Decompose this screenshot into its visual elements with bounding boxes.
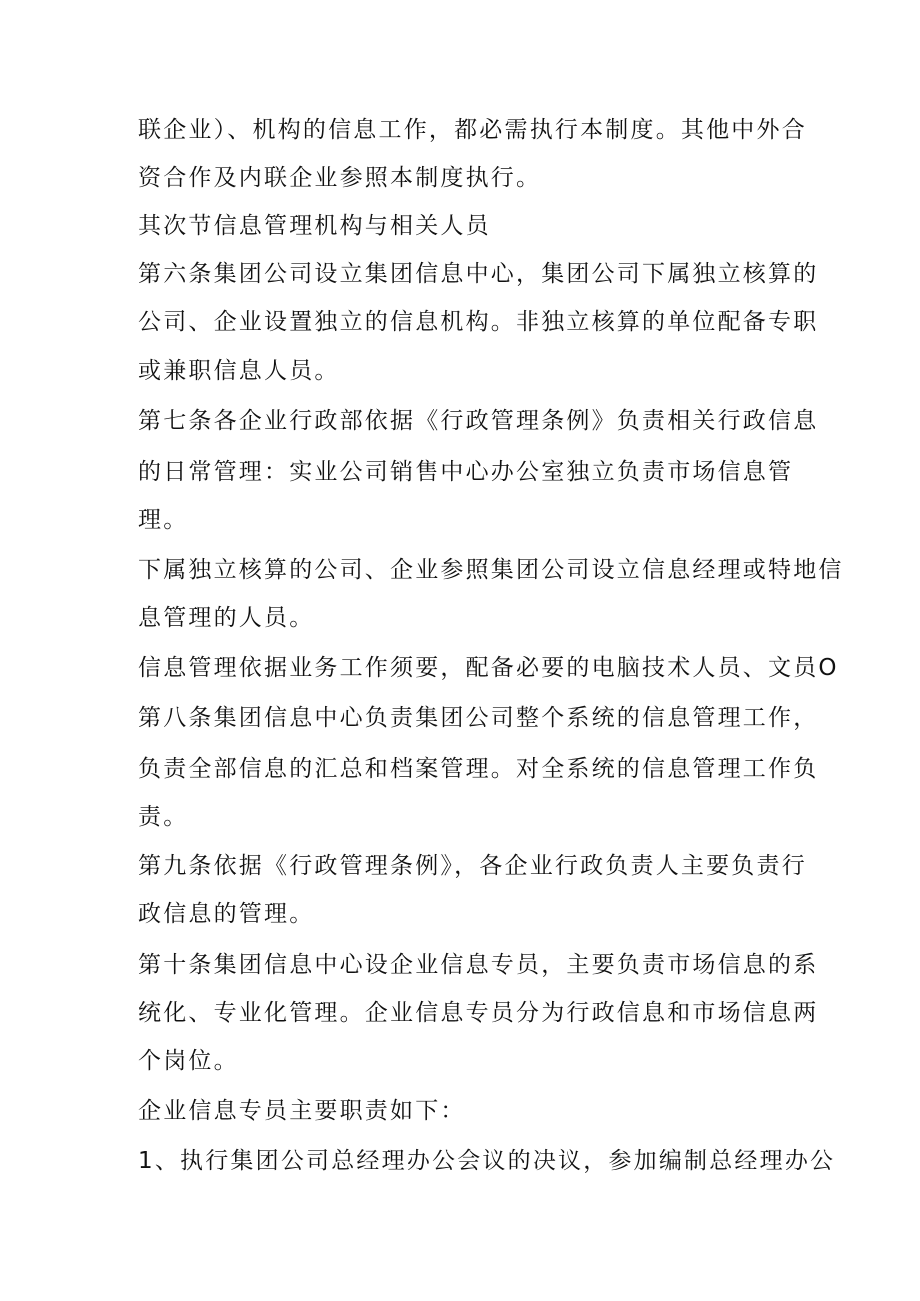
text-line: 第九条依据《行政管理条例》，各企业行政负责人主要负责行: [138, 853, 807, 879]
text-line: 第七条各企业行政部依据《行政管理条例》负责相关行政信息: [138, 408, 819, 434]
text-line: 第六条集团公司设立集团信息中心，集团公司下属独立核算的: [138, 261, 819, 287]
text-line: 负责全部信息的汇总和档案管理。对全系统的信息管理工作负: [138, 756, 819, 782]
text-line: 个岗位。: [138, 1048, 239, 1074]
text-line: 统化、专业化管理。企业信息专员分为行政信息和市场信息两: [138, 1000, 819, 1026]
text-line: 责。: [138, 804, 189, 830]
text-line: 的日常管理：实业公司销售中心办公室独立负责市场信息管: [138, 459, 794, 485]
text-line: 企业信息专员主要职责如下：: [138, 1098, 466, 1124]
text-line: 第八条集团信息中心负责集团公司整个系统的信息管理工作，: [138, 705, 819, 731]
text-line: 联企业）、机构的信息工作，都必需执行本制度。其他中外合: [138, 117, 807, 143]
section-heading: 其次节信息管理机构与相关人员: [138, 213, 491, 239]
text-line: 公司、企业设置独立的信息机构。非独立核算的单位配备专职: [138, 309, 819, 335]
text-line: 或兼职信息人员。: [138, 358, 340, 384]
text-line: 政信息的管理。: [138, 901, 315, 927]
text-line: 信息管理依据业务工作须要，配备必要的电脑技术人员、文员O: [138, 655, 839, 681]
text-line: 理。: [138, 507, 189, 533]
text-line: 第十条集团信息中心设企业信息专员，主要负责市场信息的系: [138, 952, 819, 978]
text-line: 资合作及内联企业参照本制度执行。: [138, 165, 542, 191]
text-line: 息管理的人员。: [138, 605, 315, 631]
list-item: 1、执行集团公司总经理办公会议的决议，参加编制总经理办公: [138, 1148, 836, 1174]
text-line: 下属独立核算的公司、企业参照集团公司设立信息经理或特地信: [138, 557, 844, 583]
